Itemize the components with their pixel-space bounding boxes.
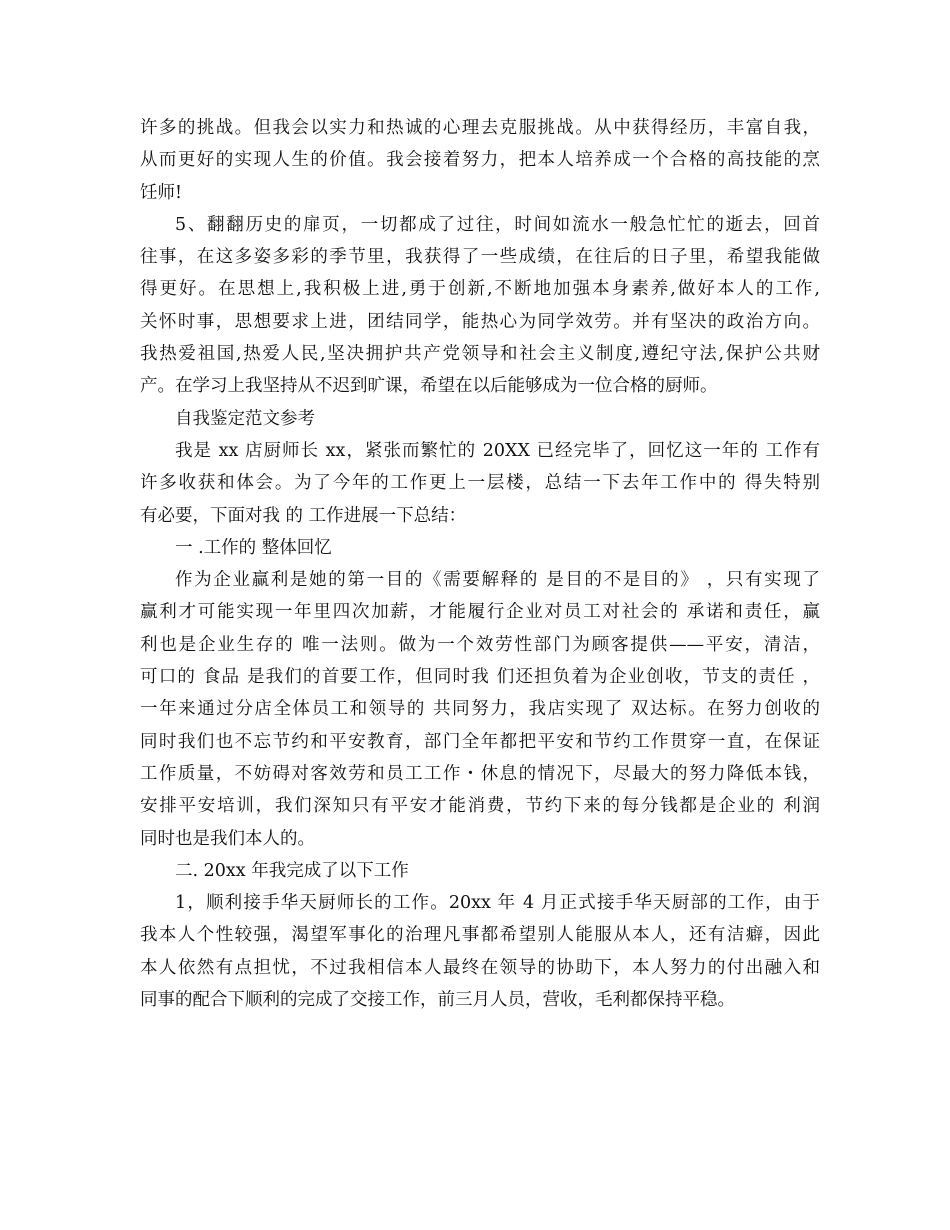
text-line: 5、翻翻历史的扉页，一切都成了过往，时间如流水一般急忙忙的逝去，回首 [175, 214, 820, 235]
text-line: 可口的 食品 是我们的首要工作，但同时我 们还担负着为企业创收，节支的责任 ， [140, 667, 820, 688]
text-line: 许多收获和体会。为了今年的工作更上一层楼，总结一下去年工作中的 得失特别 [140, 473, 820, 494]
text-line: 我热爱祖国,热爱人民,坚决拥护共产党领导和社会主义制度,遵纪守法,保护公共财 [140, 344, 820, 365]
text-line: 有必要，下面对我 的 工作进展一下总结： [140, 505, 467, 526]
text-line: 许多的挑战。但我会以实力和热诚的心理去克服挑战。从中获得经历，丰富自我， [140, 118, 820, 138]
text-line: 作为企业赢利是她的第一目的《需要解释的 是目的不是目的》 ，只有实现了 [175, 570, 820, 591]
text-line: 同事的配合下顺利的完成了交接工作，前三月人员，营收，毛利都保持平稳。 [140, 990, 735, 1011]
text-line: 1，顺利接手华天厨师长的工作。20xx 年 4 月正式接手华天厨部的工作，由于 [175, 893, 820, 914]
text-line: 关怀时事，思想要求上进，团结同学，能热心为同学效劳。并有坚决的政治方向。 [140, 311, 820, 332]
text-line: 自我鉴定范文参考 [175, 408, 315, 429]
text-line: 一年来通过分店全体员工和领导的 共同努力，我店实现了 双达标。在努力创收的 [140, 699, 820, 720]
text-line: 本人依然有点担忧，不过我相信本人最终在领导的协助下，本人努力的付出融入和 [140, 957, 820, 978]
text-line: 同时我们也不忘节约和平安教育，部门全年都把平安和节约工作贯穿一直，在保证 [140, 731, 820, 752]
text-line: 二. 20xx 年我完成了以下工作 [175, 860, 409, 881]
text-line: 同时也是我们本人的。 [140, 828, 315, 849]
text-line: 赢利才可能实现一年里四次加薪，才能履行企业对员工对社会的 承诺和责任，赢 [140, 602, 820, 623]
document-body [140, 112, 820, 1016]
text-line: 一 .工作的 整体回忆 [175, 537, 332, 558]
text-line: 得更好。在思想上,我积极上进,勇于创新,不断地加强本身素养,做好本人的工作, [140, 279, 820, 300]
text-line: 从而更好的实现人生的价值。我会接着努力，把本人培养成一个合格的高技能的烹 [140, 150, 820, 171]
text-line: 往事，在这多姿多彩的季节里，我获得了一些成绩，在往后的日子里，希望我能做 [140, 247, 820, 268]
text-line: 我是 xx 店厨师长 xx，紧张而繁忙的 20XX 已经完毕了，回忆这一年的 工作有 [175, 440, 820, 461]
text-line: 工作质量，不妨碍对客效劳和员工工作・休息的情况下，尽最大的努力降低本钱， [140, 763, 820, 784]
text-line: 产。在学习上我坚持从不迟到旷课，希望在以后能够成为一位合格的厨师。 [140, 376, 718, 397]
text-line: 我本人个性较强，渴望军事化的治理凡事都希望别人能服从本人，还有洁癖，因此 [140, 925, 820, 946]
text-line: 饪师! [140, 182, 183, 203]
text-line: 安排平安培训，我们深知只有平安才能消费，节约下来的每分钱都是企业的 利润 [140, 796, 820, 817]
text-line: 利也是企业生存的 唯一法则。做为一个效劳性部门为顾客提供——平安，清洁， [140, 634, 820, 655]
